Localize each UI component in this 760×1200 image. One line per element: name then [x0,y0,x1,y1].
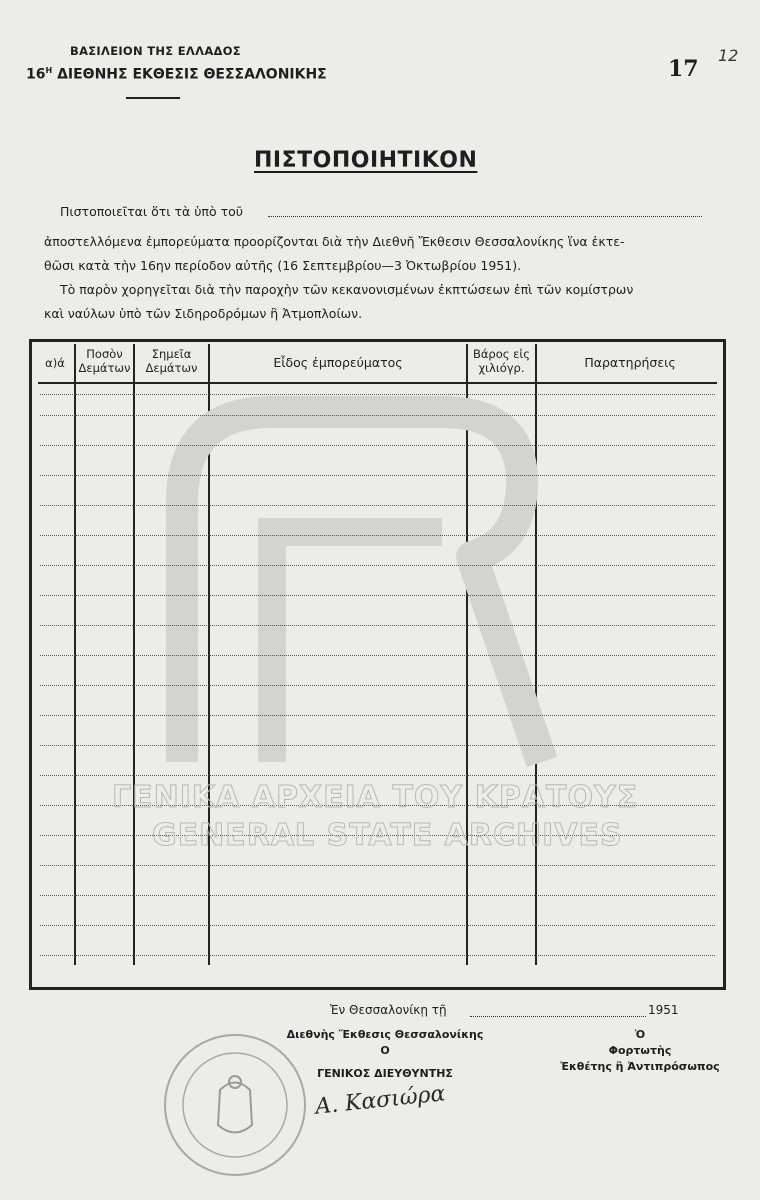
watermark-english: GENERAL STATE ARCHIVES [152,818,623,853]
director-org: Διεθνὴς Ἔκθεσις Θεσσαλονίκης [286,1028,484,1041]
director-article: Ο [380,1044,390,1057]
table-row [40,865,715,866]
exhibition-header [26,66,327,83]
exhibition-number-suffix: Η [45,66,53,75]
col-header-quantity-l1: Ποσὸν [86,347,123,361]
col-header-quantity-l2: Δεμάτων [78,361,131,375]
table-row [40,955,715,956]
exhibition-number: 16 [26,66,46,83]
table-row [40,685,715,686]
table-row [40,505,715,506]
col-header-marks-l2: Δεμάτων [145,361,198,375]
table-row [40,475,715,476]
goods-table [29,339,726,990]
table-row [40,535,715,536]
place-date-label: Ἐν Θεσσαλονίκῃ τῇ [330,1003,447,1017]
shipper-title: Φορτωτὴς [608,1044,672,1057]
col-header-weight-l1: Βάρος εἰς [472,347,531,361]
col-header-marks [135,347,208,375]
director-title: ΓΕΝΙΚΟΣ ΔΙΕΥΘΥΝΤΗΣ [317,1067,453,1080]
shipper-subtitle: Ἐκθέτης ἢ Ἀντιπρόσωπος [560,1060,720,1073]
col-header-quantity [76,347,133,375]
body-line-5: καὶ ναύλων ὑπὸ τῶν Σιδηροδρόμων ἢ Ἀτμοπλοίων. [44,306,363,321]
table-row [40,925,715,926]
handwritten-number: 12 [718,46,739,65]
table-row [40,394,715,395]
shipper-signature-block [540,1028,740,1073]
table-row [40,625,715,626]
table-row [40,565,715,566]
shipper-article: Ὁ [634,1028,646,1041]
table-row [40,445,715,446]
col-header-goods: Εἶδος ἐμπορεύματος [273,355,403,370]
handwritten-signature: Α. Κασιώρα [314,1081,447,1120]
date-fill-line [470,1016,646,1017]
table-row [40,655,715,656]
table-row [40,745,715,746]
body-line-3: θῶσι κατὰ τὴν 16ην περίοδον αὐτῆς (16 Σεπτεμβρίου—3 Ὀκτωβρίου 1951). [44,258,522,273]
official-seal [160,1030,310,1180]
col-header-serial: α)ά [45,356,65,370]
table-row [40,715,715,716]
sender-fill-line [268,216,702,217]
table-row [40,895,715,896]
archive-logo-watermark [142,382,592,782]
body-line-4: Τὸ παρὸν χορηγεῖται διὰ τὴν παροχὴν τῶν κεκανονισμένων ἐκπτώσεων ἐπὶ τῶν κομίστρων [60,282,634,297]
table-row [40,415,715,416]
year-label: 1951 [648,1003,679,1017]
watermark-greek: ΓΕΝΙΚΑ ΑΡΧΕΙΑ ΤΟΥ ΚΡΑΤΟΥΣ [112,780,639,815]
kingdom-header: ΒΑΣΙΛΕΙΟΝ ΤΗΣ ΕΛΛΑΔΟΣ [70,44,241,58]
body-line-2: ἀποστελλόμενα ἐμπορεύματα προορίζονται διὰ τὴν Διεθνῆ Ἔκθεσιν Θεσσαλονίκης ἵνα ἐκτε- [44,234,625,249]
table-row [40,595,715,596]
col-header-marks-l1: Σημεῖα [151,347,192,361]
document-title: ΠΙΣΤΟΠΟΙΗΤΙΚΟΝ [254,148,478,173]
col-header-weight-l2: χιλιόγρ. [478,361,525,375]
body-line-1: Πιστοποιεῖται ὅτι τὰ ὑπὸ τοῦ [60,204,243,219]
header-rule [126,97,180,99]
table-row [40,775,715,776]
document-number: 17 [668,56,699,82]
col-header-remarks: Παρατηρήσεις [584,355,676,370]
col-header-weight [468,347,535,375]
exhibition-name: ΔΙΕΘΝΗΣ ΕΚΘΕΣΙΣ ΘΕΣΣΑΛΟΝΙΚΗΣ [57,66,327,83]
